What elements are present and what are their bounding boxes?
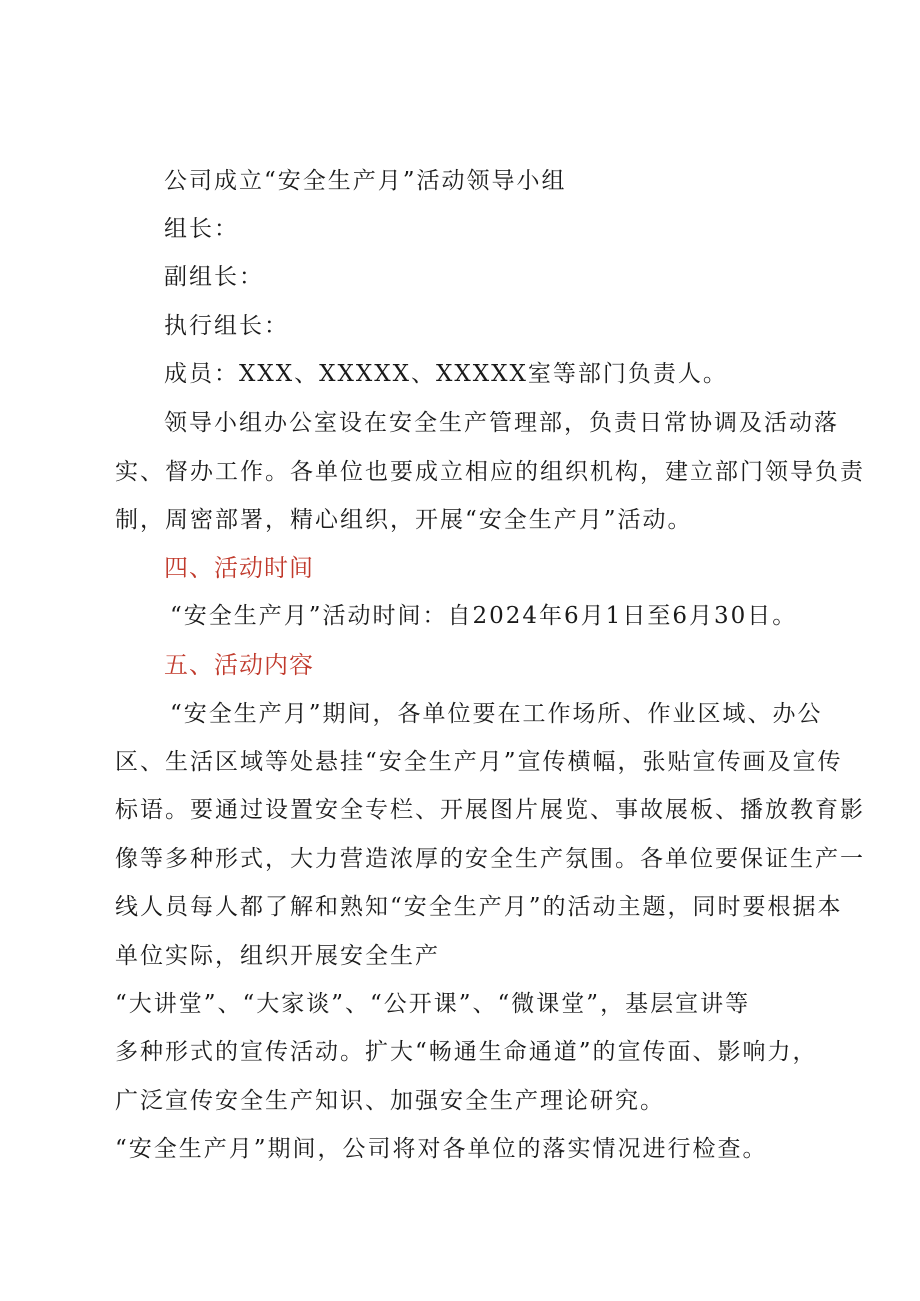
office-paragraph-line: 实、督办工作。各单位也要成立相应的组织机构，建立部门领导负责: [115, 459, 865, 485]
members-line: 成员：XXX、XXXXX、XXXXX室等部门负责人。: [164, 361, 728, 387]
section-4-text: “安全生产月”活动时间：自2024年6月1日至6月30日。: [170, 603, 798, 629]
section-5-paragraph-line: 区、生活区域等处悬挂“安全生产月”宣传横幅，张贴宣传画及宣传: [115, 749, 843, 775]
section-5-paragraph-line: 多种形式的宣传活动。扩大“畅通生命通道”的宣传面、影响力，: [115, 1039, 818, 1065]
leader-label: 组长：: [164, 216, 239, 242]
section-5-paragraph-line: “大讲堂”、“大家谈”、“公开课”、“微课堂”，基层宣讲等: [115, 991, 751, 1017]
office-paragraph-line: 领导小组办公室设在安全生产管理部，负责日常协调及活动落: [164, 410, 839, 436]
office-paragraph-line: 制，周密部署，精心组织，开展“安全生产月”活动。: [115, 507, 693, 533]
section-5-paragraph-line: “安全生产月”期间，各单位要在工作场所、作业区域、办公: [170, 701, 823, 727]
executive-leader-label: 执行组长：: [164, 313, 289, 339]
section-5-paragraph-line: 单位实际，组织开展安全生产: [115, 943, 440, 969]
section-5-paragraph-line: 线人员每人都了解和熟知“安全生产月”的活动主题，同时要根据本: [115, 894, 843, 920]
deputy-leader-label: 副组长：: [164, 264, 264, 290]
section-5-heading: 五、活动内容: [164, 651, 314, 679]
section-5-paragraph-line: 像等多种形式，大力营造浓厚的安全生产氛围。各单位要保证生产一: [115, 846, 865, 872]
section-4-heading: 四、活动时间: [164, 554, 314, 582]
inspection-line: “安全生产月”期间，公司将对各单位的落实情况进行检查。: [115, 1136, 768, 1162]
section-5-paragraph-line: 广泛宣传安全生产知识、加强安全生产理论研究。: [115, 1088, 665, 1114]
section-5-paragraph-line: 标语。要通过设置安全专栏、开展图片展览、事故展板、播放教育影: [115, 797, 865, 823]
group-title: 公司成立“安全生产月”活动领导小组: [164, 168, 567, 194]
